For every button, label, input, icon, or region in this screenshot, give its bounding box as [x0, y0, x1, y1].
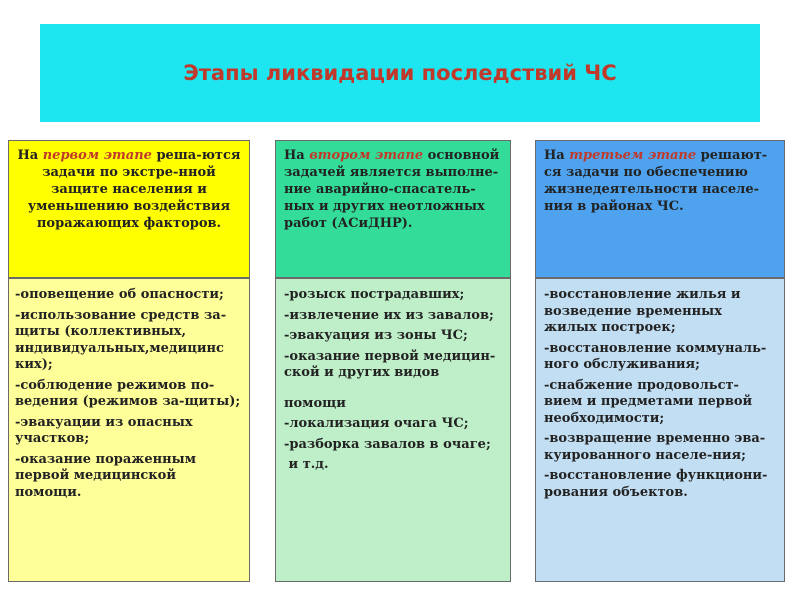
list-item: -оказание первой медицин-ской и других видов — [284, 348, 496, 380]
list-item: -розыск пострадавших; — [284, 287, 465, 302]
stage-1-header-text — [17, 147, 241, 232]
list-item: -локализация очага ЧС; — [284, 416, 469, 431]
stage-1-header — [8, 140, 250, 278]
stage-3-header — [535, 140, 785, 278]
list-item: -восстановление жилья и возведение временных жилых построек; — [544, 287, 741, 335]
list-item: -оповещение об опасности; — [15, 287, 224, 302]
list-item: -эвакуации из опасных участков; — [15, 414, 193, 446]
stage-2-header-pre: На — [284, 148, 310, 163]
stage-2-header — [275, 140, 511, 278]
list-item: -разборка завалов в очаге; — [284, 436, 491, 452]
page-title: Этапы ликвидации последствий ЧС — [183, 61, 617, 85]
title-banner — [40, 24, 760, 122]
stage-1-header-post: реша-ются задачи по экстре-нной защите населения и уменьшению воздействия поражающих факторов. — [27, 148, 241, 231]
stage-3-tasks — [535, 278, 785, 582]
stage-3-emphasis: третьем этапе — [569, 148, 697, 163]
stage-1-header-pre: На — [17, 148, 43, 163]
list-item: -эвакуация из зоны ЧС; — [284, 328, 468, 343]
list-item: и т.д. — [284, 457, 329, 472]
stage-1-tasks — [8, 278, 250, 582]
stage-2-header-text — [284, 147, 502, 232]
list-item: помощи — [284, 395, 346, 411]
list-item: -оказание пораженным первой медицинской помощи. — [15, 451, 197, 500]
list-item: -соблюдение режимов по-ведения (режимов за-щиты); — [15, 377, 241, 409]
stage-3-header-pre: На — [544, 148, 570, 163]
list-item: -восстановление функциони-рования объектов. — [544, 468, 768, 500]
stage-2-emphasis: втором этапе — [309, 148, 424, 163]
list-item: -использование средств за-щиты (коллективных, индивидуальных,медицинс ких); — [15, 307, 227, 372]
list-item: -снабжение продовольст-вием и предметами первой необходимости; — [544, 377, 753, 426]
stage-1-emphasis: первом этапе — [42, 148, 152, 163]
stage-3-header-post: решают-ся задачи по обеспечению жизнедеятельности населе-ния в районах ЧС. — [544, 148, 768, 214]
stage-2-tasks — [275, 278, 511, 582]
stage-2-header-post: основной задачей является выполне-ние аварийно-спасатель-ных и других неотложных работ (АСиДНР). — [284, 148, 500, 231]
list-item: -восстановление коммуналь-ного обслуживания; — [544, 340, 767, 372]
stage-3-header-text — [544, 147, 776, 215]
list-item: -возвращение временно эва-куированного населе-ния; — [544, 431, 766, 463]
list-item: -извлечение их из завалов; — [284, 307, 494, 323]
